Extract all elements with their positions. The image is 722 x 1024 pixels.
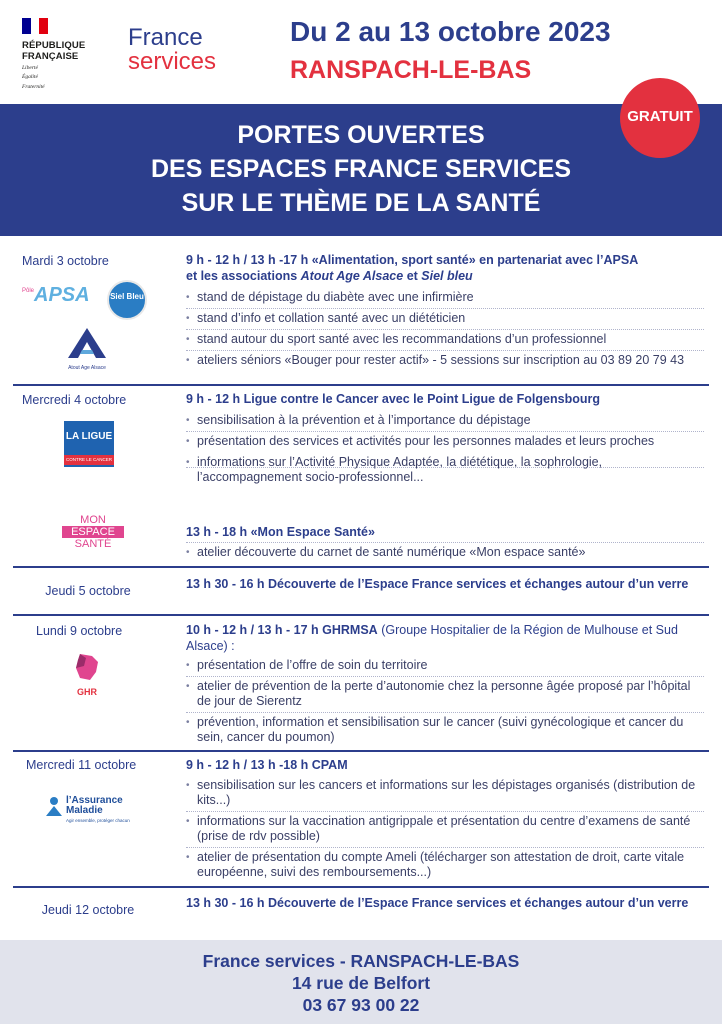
event2-bullets xyxy=(186,413,704,491)
dotted-divider xyxy=(186,431,704,432)
dotted-divider xyxy=(186,542,704,543)
event1-bullet-3: • stand autour du sport santé avec les recommandations d’un professionnel xyxy=(186,332,704,347)
dotted-divider xyxy=(186,467,704,468)
la-ligue-logo xyxy=(64,421,114,467)
event1-heading-a: 9 h - 12 h / 13 h -17 h «Alimentation, sport santé» en partenariat avec l’APSA xyxy=(186,253,639,267)
footer-address: 14 rue de Belfort xyxy=(291,973,431,993)
event4-heading-a: 10 h - 12 h / 13 h - 17 h GHRMSA xyxy=(186,623,378,637)
rf-motto-2: Égalité xyxy=(22,74,38,81)
ghr-map-icon xyxy=(72,652,102,682)
republique-francaise-logo xyxy=(22,18,102,90)
event5-bullet-2: • informations sur la vaccination antigrippale et présentation du centre d’examens de santé (prise de rdv possible) xyxy=(186,814,704,844)
event1-heading-e: Siel bleu xyxy=(421,269,473,283)
event3-day: Jeudi 5 octobre xyxy=(45,584,131,598)
event3-heading: 13 h 30 - 16 h Découverte de l’Espace France services et échanges autour d’un verre xyxy=(186,577,689,591)
apsa-logo-small: Pôle xyxy=(22,288,35,294)
section-divider xyxy=(13,384,709,386)
event4-bullets xyxy=(186,658,704,751)
header xyxy=(0,0,722,104)
dotted-divider xyxy=(186,847,704,848)
la-ligue-logo-text: LA LIGUE xyxy=(65,431,113,442)
french-flag-icon xyxy=(22,18,48,34)
section-divider xyxy=(13,886,709,888)
event2b-bullets xyxy=(186,545,704,566)
event2-heading: 9 h - 12 h Ligue contre le Cancer avec le Point Ligue de Folgensbourg xyxy=(186,392,600,406)
event1-heading xyxy=(186,252,704,284)
dotted-divider xyxy=(186,712,704,713)
event-dates: Du 2 au 13 octobre 2023 xyxy=(290,16,611,47)
rf-title-line2: FRANÇAISE xyxy=(22,51,79,62)
dotted-divider xyxy=(186,329,704,330)
event1-day: Mardi 3 octobre xyxy=(22,254,109,268)
event1-heading-b: et les associations xyxy=(186,269,301,283)
event5-bullet-1: • sensibilisation sur les cancers et informations sur les dépistages organisés (distribution de kits...) xyxy=(186,778,704,808)
event5-day: Mercredi 11 octobre xyxy=(26,758,137,772)
mes-logo-line3: SANTÉ xyxy=(74,538,112,550)
event5-heading: 9 h - 12 h / 13 h -18 h CPAM xyxy=(186,758,348,772)
banner-title xyxy=(0,118,722,220)
am-logo-line1: l’Assurance xyxy=(66,795,123,806)
event1-bullet-4: • ateliers séniors «Bouger pour rester actif» - 5 sessions sur inscription au 03 89 20 79 43 xyxy=(186,353,704,368)
assurance-maladie-logo xyxy=(44,794,144,826)
mon-espace-sante-logo xyxy=(62,515,124,555)
dotted-divider xyxy=(186,676,704,677)
event6-day: Jeudi 12 octobre xyxy=(41,903,135,917)
am-logo-tagline: Agir ensemble, protéger chacun xyxy=(66,818,130,823)
footer xyxy=(0,940,722,1024)
event1-bullets xyxy=(186,290,704,374)
gratuit-badge-label: GRATUIT xyxy=(627,108,693,125)
event4-bullet-3: • prévention, information et sensibilisation sur le cancer (suivi gynécologique et cancer du sein, cancer du poumon) xyxy=(186,715,704,745)
mes-logo-line2: ESPACE xyxy=(62,526,124,538)
event4-heading xyxy=(186,622,704,654)
event4-bullet-1: • présentation de l’offre de soin du territoire xyxy=(186,658,704,673)
event1-heading-c: Atout Age Alsace xyxy=(300,269,404,283)
section-divider xyxy=(13,566,709,568)
atout-age-logo-text: Atout Age Alsace xyxy=(68,365,106,371)
event2b-bullet-1: • atelier découverte du carnet de santé numérique «Mon espace santé» xyxy=(186,545,704,560)
fs-logo-line1: France xyxy=(128,24,203,51)
rf-motto-1: Liberté xyxy=(22,65,38,71)
fs-logo-line2: services xyxy=(128,48,217,75)
france-services-logo xyxy=(128,26,216,74)
section-divider xyxy=(13,614,709,616)
rf-motto-3: Fraternité xyxy=(22,83,45,90)
event1-bullet-1: • stand de dépistage du diabète avec une infirmière xyxy=(186,290,704,305)
siel-bleu-logo-text: Siel Bleu xyxy=(110,292,144,301)
event4-heading-b: (Groupe Hospitalier de la Région de Mulhouse et Sud Alsace) : xyxy=(186,623,678,653)
footer-phone: 03 67 93 00 22 xyxy=(302,995,420,1015)
event4-bullet-2: • atelier de prévention de la perte d’autonomie chez la personne âgée proposé par l’hôpital de jour de Sierentz xyxy=(186,679,704,709)
event-city: RANSPACH-LE-BAS xyxy=(290,56,532,84)
ghr-logo-text: GHR xyxy=(77,687,97,697)
event1-heading-d: et xyxy=(403,269,422,283)
event5-bullets xyxy=(186,778,704,886)
ghr-logo xyxy=(68,652,108,700)
gratuit-badge xyxy=(620,78,700,158)
event4-day: Lundi 9 octobre xyxy=(36,624,123,638)
atout-age-alsace-logo xyxy=(62,326,112,372)
apsa-logo-text: APSA xyxy=(34,284,90,306)
banner-line1: PORTES OUVERTES xyxy=(237,121,485,149)
event1-bullet-2: • stand d’info et collation santé avec un diététicien xyxy=(186,311,704,326)
banner-line2: DES ESPACES FRANCE SERVICES xyxy=(150,155,571,183)
am-logo-line2: Maladie xyxy=(66,805,103,816)
la-ligue-logo-subtext: CONTRE LE CANCER xyxy=(64,455,114,465)
event2-bullet-2: • présentation des services et activités pour les personnes malades et leurs proches xyxy=(186,434,704,449)
dotted-divider xyxy=(186,308,704,309)
apsa-logo xyxy=(22,284,90,312)
event2-day: Mercredi 4 octobre xyxy=(22,393,127,407)
banner-line3: SUR LE THÈME DE LA SANTÉ xyxy=(181,189,541,217)
event2-bullet-1: • sensibilisation à la prévention et à l’importance du dépistage xyxy=(186,413,704,428)
rf-title-line1: RÉPUBLIQUE xyxy=(22,40,86,51)
event2b-heading: 13 h - 18 h «Mon Espace Santé» xyxy=(186,525,375,539)
section-divider xyxy=(13,750,709,752)
event6-heading: 13 h 30 - 16 h Découverte de l’Espace France services et échanges autour d’un verre xyxy=(186,896,689,910)
event5-bullet-3: • atelier de présentation du compte Ameli (télécharger son attestation de droit, carte vitale européenne, suivi des remboursements...) xyxy=(186,850,704,880)
title-banner xyxy=(0,104,722,236)
assurance-maladie-icon xyxy=(44,796,64,818)
dotted-divider xyxy=(186,350,704,351)
mes-logo-line1: MON xyxy=(80,514,106,526)
siel-bleu-logo xyxy=(107,280,147,320)
atout-age-triangle-icon xyxy=(62,326,112,360)
footer-line1: France services - RANSPACH-LE-BAS xyxy=(202,951,520,971)
dotted-divider xyxy=(186,811,704,812)
event2-bullet-3: • informations sur l’Activité Physique Adaptée, la diététique, la sophrologie, l’accompagnement socio-professionnel... xyxy=(186,455,704,485)
